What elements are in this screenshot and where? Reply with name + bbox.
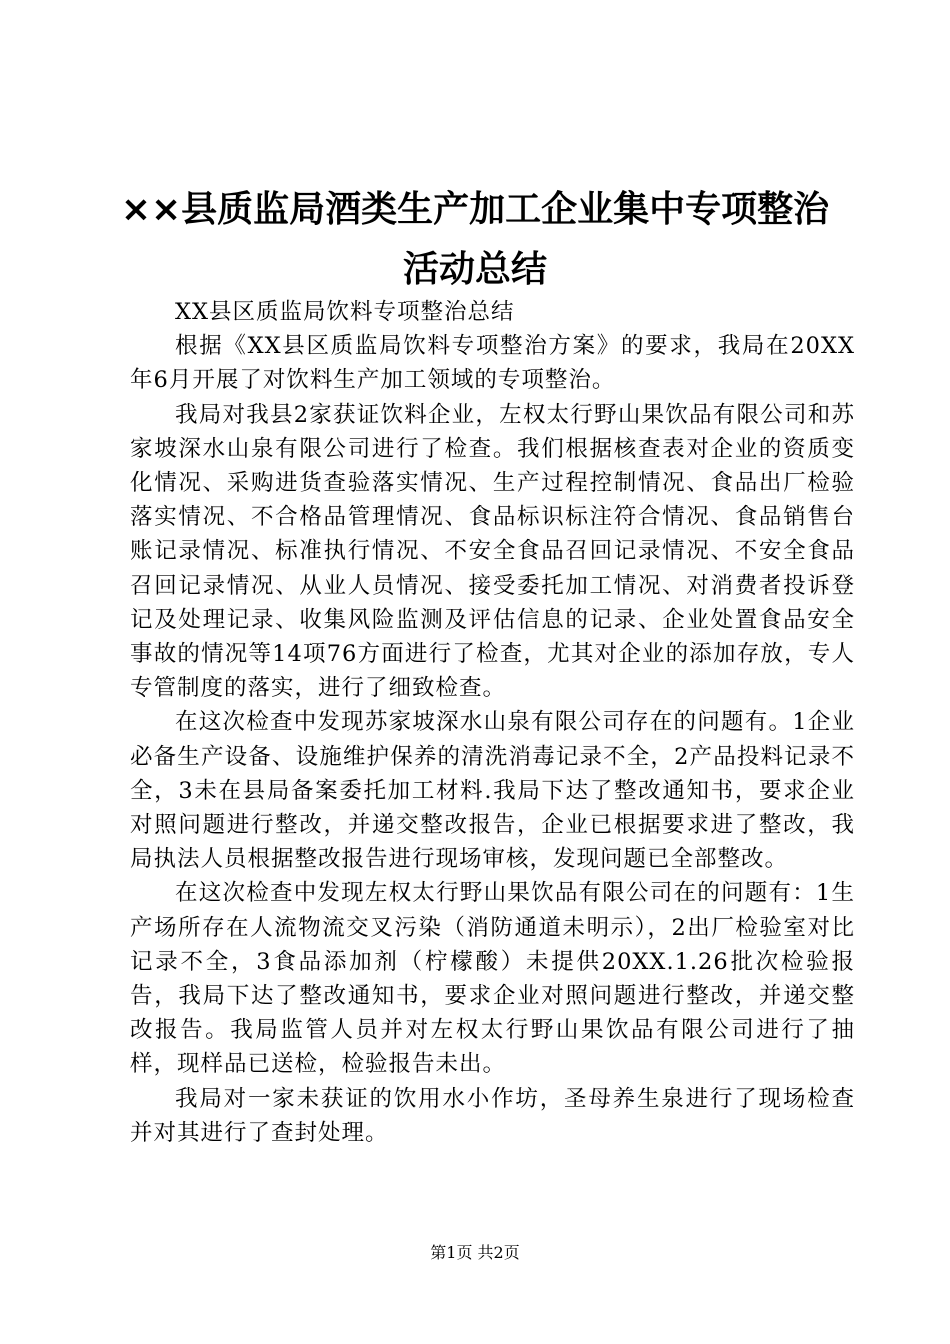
paragraph-zuoquan-findings: 在这次检查中发现左权太行野山果饮品有限公司在的问题有：1生产场所存在人流物流交叉污染（消防通道未明示），2出厂检验室对比记录不全，3食品添加剂（柠檬酸）未提供20XX.1.26批次检验报告，我局下达了整改通知书，要求企业对照问题进行整改，并递交整改报告。我局监管人员并对左权太行野山果饮品有限公司进行了抽样，现样品已送检，检验报告未出。 [130,880,855,1078]
document-title-line-1: ××县质监局酒类生产加工企业集中专项整治 [120,189,830,230]
paragraph-subtitle: XX县区质监局饮料专项整治总结 [175,299,515,325]
document-title-line-2: 活动总结 [402,249,547,290]
document-body [130,295,855,1150]
paragraph-sujiapo-findings: 在这次检查中发现苏家坡深水山泉有限公司存在的问题有。1企业必备生产设备、设施维护保养的清洗消毒记录不全，2产品投料记录不全，3未在县局备案委托加工材料.我局下达了整改通知书，要求企业对照问题进行整改，并递交整改报告，企业已根据要求进了整改，我局执法人员根据整改报告进行现场审核，发现问题已全部整改。 [130,709,855,873]
paragraph-intro: 根据《XX县区质监局饮料专项整治方案》的要求，我局在20XX年6月开展了对饮料生产加工领域的专项整治。 [130,333,855,394]
paragraph-workshop-sealed: 我局对一家未获证的饮用水小作坊，圣母养生泉进行了现场检查并对其进行了查封处理。 [130,1085,855,1146]
paragraph-inspection: 我局对我县2家获证饮料企业，左权太行野山果饮品有限公司和苏家坡深水山泉有限公司进行了检查。我们根据核查表对企业的资质变化情况、采购进货查验落实情况、生产过程控制情况、食品出厂检验落实情况、不合格品管理情况、食品标识标注符合情况、食品销售台账记录情况、标准执行情况、不安全食品召回记录情况、不安全食品召回记录情况、从业人员情况、接受委托加工情况、对消费者投诉登记及处理记录、收集风险监测及评估信息的记录、企业处置食品安全事故的情况等14项76方面进行了检查，尤其对企业的添加存放，专人专管制度的落实，进行了细致检查。 [130,401,855,702]
page-number-footer: 第1页 共2页 [430,1243,520,1262]
